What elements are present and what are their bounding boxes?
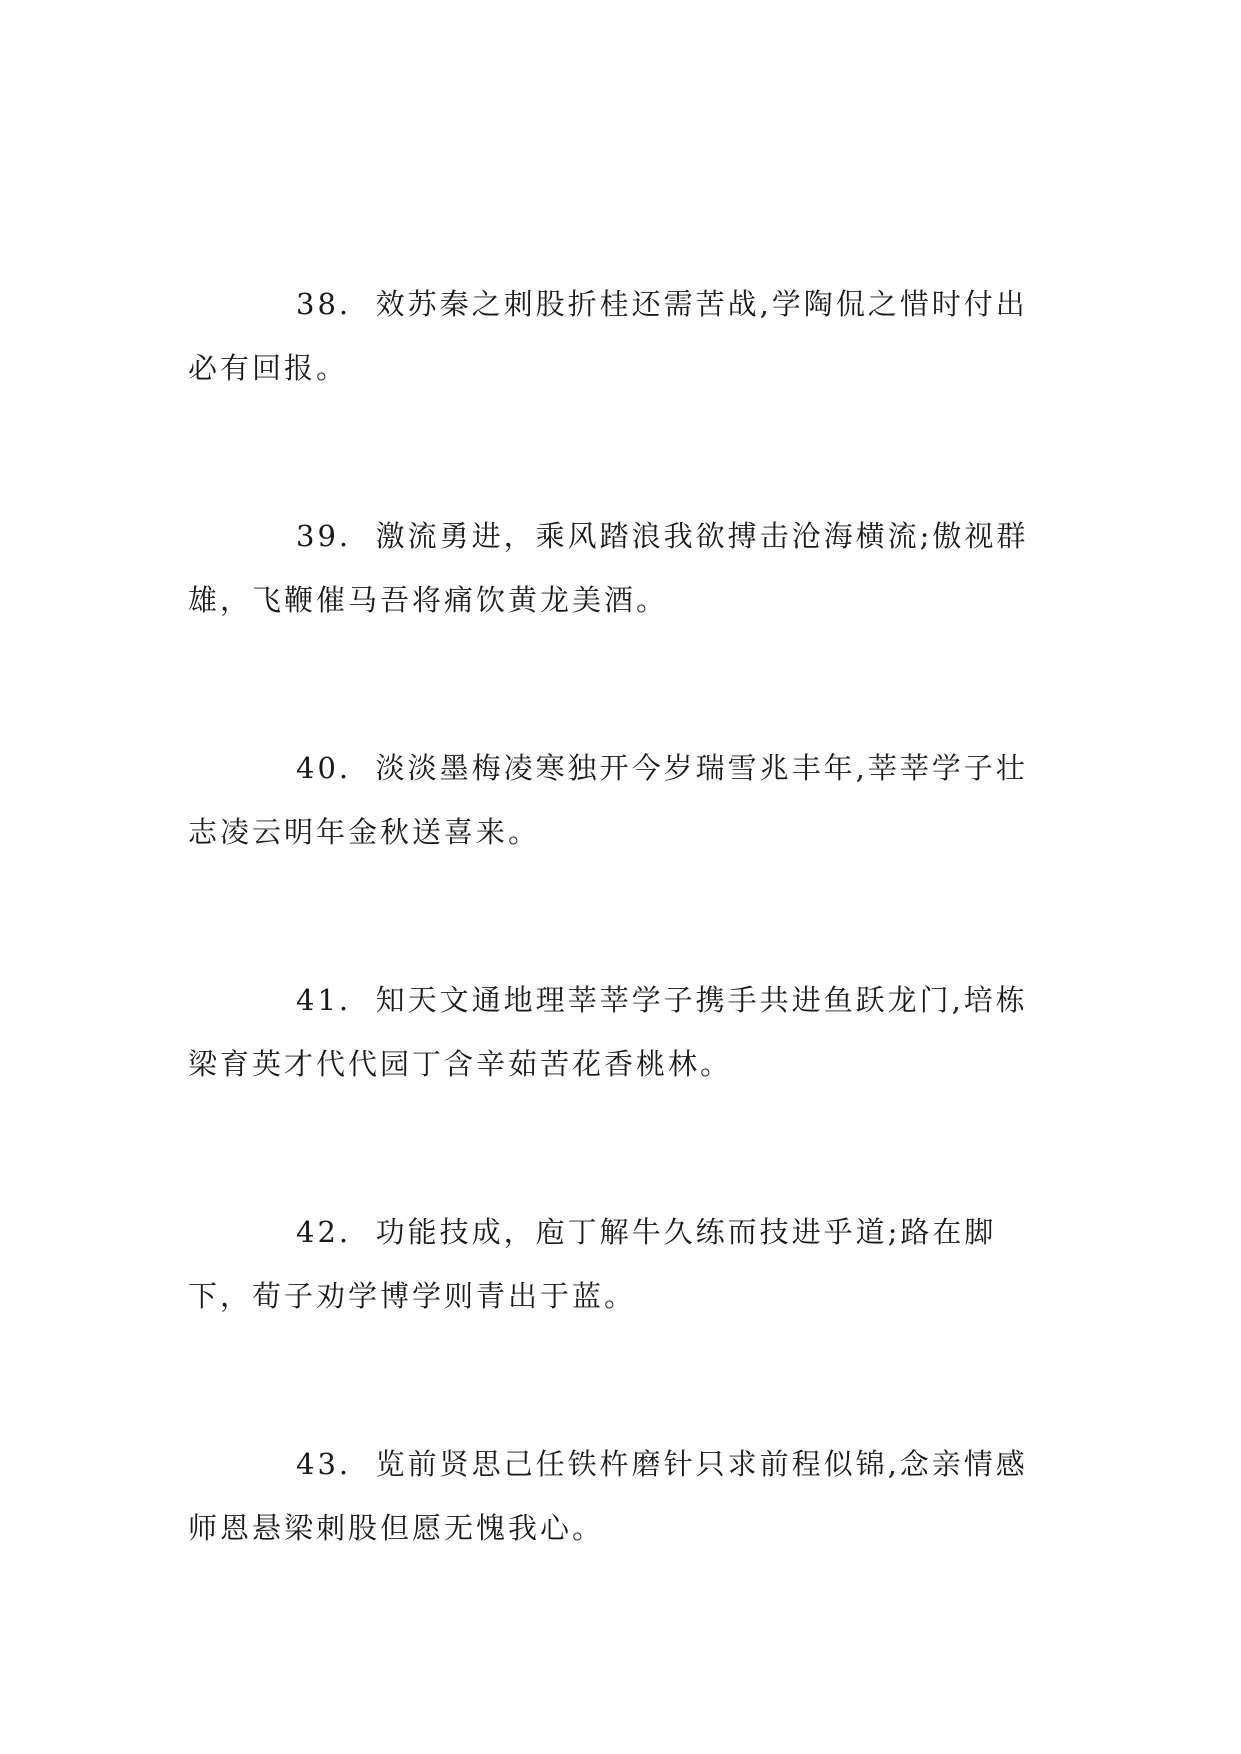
paragraph-text: 览前贤思己任铁杵磨针只求前程似锦,念亲情感师恩悬梁刺股但愿无愧我心。 <box>188 1447 1028 1545</box>
paragraph-42 <box>188 1200 1048 1328</box>
paragraph-number: 40. <box>296 751 352 785</box>
paragraph-number: 42. <box>296 1215 352 1249</box>
paragraph-number: 43. <box>296 1447 352 1481</box>
paragraph-text: 功能技成，庖丁解牛久练而技进乎道;路在脚下，荀子劝学博学则青出于蓝。 <box>188 1215 997 1313</box>
paragraph-38 <box>188 272 1048 400</box>
paragraph-text: 淡淡墨梅凌寒独开今岁瑞雪兆丰年,莘莘学子壮志凌云明年金秋送喜来。 <box>188 751 1028 849</box>
paragraph-text: 知天文通地理莘莘学子携手共进鱼跃龙门,培栋梁育英才代代园丁含辛茹苦花香桃林。 <box>188 983 1028 1081</box>
paragraph-43 <box>188 1432 1048 1560</box>
paragraph-39 <box>188 504 1048 632</box>
paragraph-number: 39. <box>296 519 352 553</box>
paragraph-number: 38. <box>296 287 352 321</box>
paragraph-text: 激流勇进，乘风踏浪我欲搏击沧海横流;傲视群雄，飞鞭催马吾将痛饮黄龙美酒。 <box>188 519 1029 617</box>
paragraph-number: 41. <box>296 983 352 1017</box>
paragraph-40 <box>188 736 1048 864</box>
paragraph-text: 效苏秦之刺股折桂还需苦战,学陶侃之惜时付出必有回报。 <box>188 287 1028 385</box>
paragraph-41 <box>188 968 1048 1096</box>
